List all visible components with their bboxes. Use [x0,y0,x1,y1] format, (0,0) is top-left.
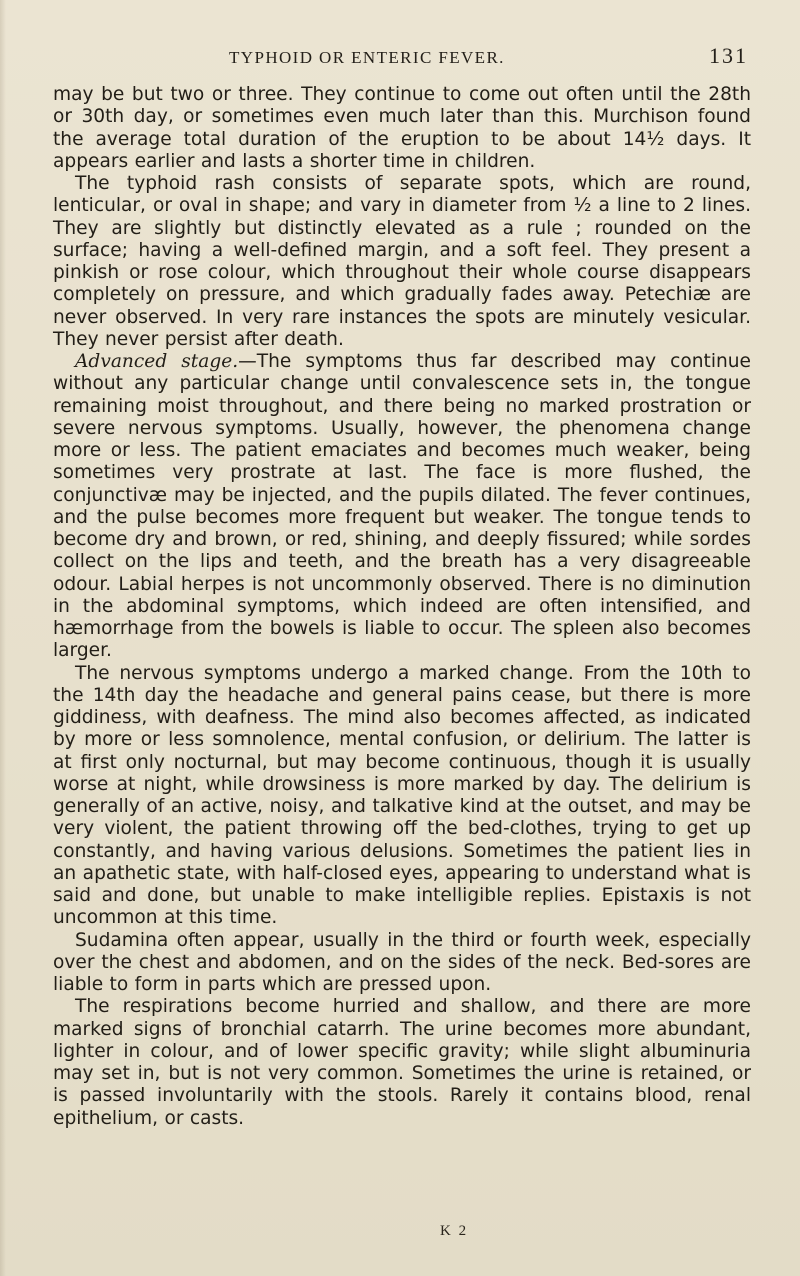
page-edge-shadow [0,0,6,1276]
paragraph-1 [53,84,751,173]
page-number: 131 [709,43,748,68]
paragraph-3-text: —The symptoms thus far described may continue without any particular change until convalescence sets in, the tongue remaining moist throughout, and there being no marked prostration or severe nervous symptoms. Usually, however, the phenomena change more or less. The patient emaciates and becomes much weaker, being sometimes very prostrate at last. The face is more flushed, the conjunctivæ may be injected, and the pupils dilated. The fever continues, and the pulse becomes more frequent but weaker. The tongue tends to become dry and brown, or red, shining, and deeply fissured; while sordes collect on the lips and teeth, and the breath has a very disagreeable odour. Labial herpes is not uncommonly observed. There is no diminution in the abdominal symptoms, which indeed are often intensified, and hæmorrhage from the bowels is liable to occur. The spleen also becomes larger. [53,351,751,662]
running-title: TYPHOID OR ENTERIC FEVER. [229,48,505,67]
paragraph-4-text: The nervous symptoms undergo a marked change. From the 10th to the 14th day the headache and general pains cease, but there is more giddiness, with deafness. The mind also becomes affected, as indicated by more or less somnolence, mental confusion, or delirium. The latter is at first only nocturnal, but may become continuous, though it is usually worse at night, while drowsiness is more marked by day. The delirium is generally of an active, noisy, and talkative kind at the outset, and may be very violent, the patient throwing off the bed-clothes, trying to get up constantly, and having various delusions. Sometimes the patient lies in an apathetic state, with half-closed eyes, appearing to understand what is said and done, but unable to make intelligible replies. Epistaxis is not uncommon at this time. [53,662,751,929]
paragraph-1-text: may be but two or three. They continue to come out often until the 28th or 30th day, or sometimes even much later than this. Murchison found the average total duration of the eruption to be about 14½ days. It appears earlier and lasts a shorter time in children. [53,84,751,172]
paragraph-2 [53,173,751,351]
body-text [53,84,751,1130]
paragraph-4 [53,663,751,930]
section-heading-advanced-stage: Advanced stage. [75,351,239,372]
page-header [54,43,754,76]
signature-mark: K 2 [440,1223,469,1239]
paragraph-2-text: The typhoid rash consists of separate spots, which are round, lenticular, or oval in shape; and vary in diameter from ½ a line to 2 lines. They are slightly but distinctly elevated as a rule ; rounded on the surface; having a well-defined margin, and a soft feel. They present a pinkish or rose colour, which throughout their whole course disappears completely on pressure, and which gradually fades away. Petechiæ are never observed. In very rare instances the spots are minutely vesicular. They never persist after death. [53,173,751,350]
paragraph-5 [53,930,751,997]
paragraph-6-text: The respirations become hurried and shallow, and there are more marked signs of bronchial catarrh. The urine becomes more abundant, lighter in colour, and of lower specific gravity; while slight albuminuria may set in, but is not very common. Sometimes the urine is retained, or is passed involuntarily with the stools. Rarely it contains blood, renal epithelium, or casts. [53,996,751,1129]
paragraph-6 [53,996,751,1130]
paragraph-3 [53,351,751,663]
paragraph-5-text: Sudamina often appear, usually in the third or fourth week, especially over the chest and abdomen, and on the sides of the neck. Bed-sores are liable to form in parts which are pressed upon. [53,929,751,995]
